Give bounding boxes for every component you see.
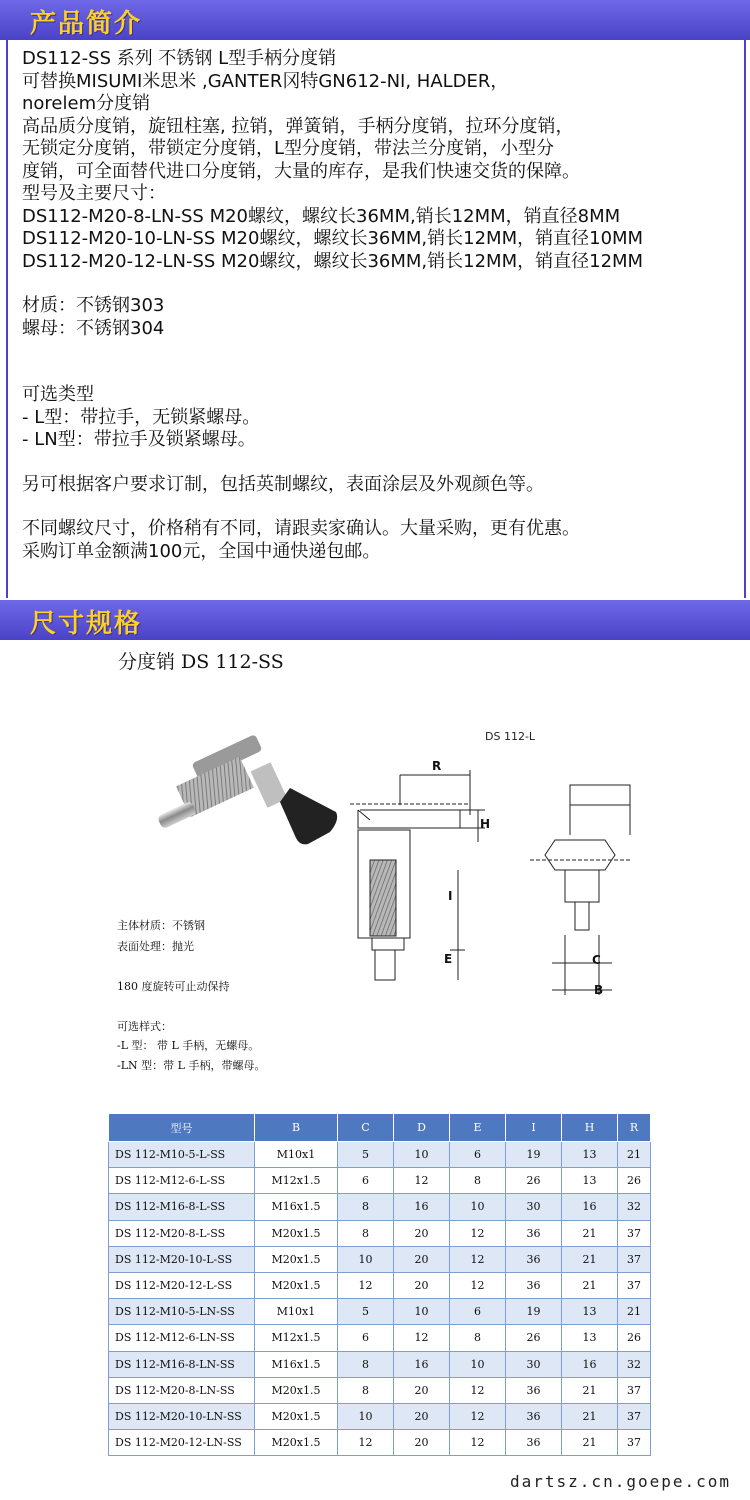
options-heading: 可选类型 — [22, 384, 94, 405]
table-cell: 20 — [394, 1403, 450, 1429]
col-header-h: H — [562, 1114, 618, 1142]
material-line: 材质：不锈钢303 — [22, 295, 165, 316]
table-cell: M16x1.5 — [255, 1351, 338, 1377]
table-cell: 20 — [394, 1377, 450, 1403]
table-cell: 20 — [394, 1272, 450, 1298]
table-cell: 30 — [506, 1351, 562, 1377]
intro-line: norelem分度销 — [22, 93, 151, 114]
table-row — [109, 1142, 651, 1168]
style-l-caption: -L 型： 带 L 手柄，无螺母。 — [117, 1039, 260, 1052]
table-cell: 10 — [450, 1351, 506, 1377]
table-cell: 12 — [338, 1430, 394, 1456]
site-footer: dartsz.cn.goepe.com — [510, 1472, 732, 1491]
col-header-d: D — [394, 1114, 450, 1142]
table-cell: 10 — [338, 1246, 394, 1272]
table-cell: 8 — [338, 1377, 394, 1403]
table-cell: DS 112-M12-6-LN-SS — [109, 1325, 255, 1351]
table-cell: 32 — [618, 1351, 651, 1377]
table-cell: 5 — [338, 1299, 394, 1325]
table-cell: M20x1.5 — [255, 1246, 338, 1272]
col-header-r: R — [618, 1114, 651, 1142]
section-title-specs: 尺寸规格 — [30, 609, 143, 639]
table-cell: 12 — [394, 1168, 450, 1194]
table-cell: 12 — [450, 1430, 506, 1456]
table-cell: 21 — [562, 1430, 618, 1456]
table-row — [109, 1351, 651, 1377]
intro-text — [22, 48, 737, 563]
table-cell: 36 — [506, 1377, 562, 1403]
table-cell: 12 — [450, 1272, 506, 1298]
table-cell: 13 — [562, 1142, 618, 1168]
table-cell: 16 — [562, 1351, 618, 1377]
table-cell: 20 — [394, 1220, 450, 1246]
dim-label-e: E — [444, 952, 453, 966]
table-cell: DS 112-M10-5-L-SS — [109, 1142, 255, 1168]
table-cell: 10 — [394, 1299, 450, 1325]
table-cell: 21 — [562, 1403, 618, 1429]
intro-line: 高品质分度销，旋钮柱塞, 拉销，弹簧销，手柄分度销，拉环分度销， — [22, 115, 574, 137]
table-cell: 16 — [394, 1194, 450, 1220]
col-header-i: I — [506, 1114, 562, 1142]
table-cell: M20x1.5 — [255, 1377, 338, 1403]
table-cell: 26 — [506, 1325, 562, 1351]
table-cell: 6 — [338, 1325, 394, 1351]
table-cell: 19 — [506, 1299, 562, 1325]
table-cell: 36 — [506, 1403, 562, 1429]
table-row — [109, 1403, 651, 1429]
table-cell: DS 112-M20-8-L-SS — [109, 1220, 255, 1246]
dims-line: DS112-M20-10-LN-SS M20螺纹，螺纹长36MM,销长12MM，销直径10MM — [22, 228, 644, 249]
table-cell: 37 — [618, 1430, 651, 1456]
table-cell: 37 — [618, 1272, 651, 1298]
table-cell: DS 112-M20-12-L-SS — [109, 1272, 255, 1298]
option-ln: - LN型：带拉手及锁紧螺母。 — [22, 429, 256, 450]
intro-line: 可替换MISUMI米思米 ,GANTER冈特GN612-NI, HALDER， — [22, 70, 509, 92]
table-cell: 36 — [506, 1272, 562, 1298]
table-cell: DS 112-M12-6-L-SS — [109, 1168, 255, 1194]
table-cell: 12 — [450, 1220, 506, 1246]
table-cell: 5 — [338, 1142, 394, 1168]
table-cell: 37 — [618, 1377, 651, 1403]
table-cell: 8 — [450, 1168, 506, 1194]
material-caption: 主体材质：不锈钢 — [117, 919, 205, 932]
table-cell: 8 — [338, 1220, 394, 1246]
surface-caption: 表面处理：抛光 — [117, 940, 194, 953]
table-cell: M20x1.5 — [255, 1403, 338, 1429]
dims-heading: 型号及主要尺寸： — [22, 183, 166, 204]
table-cell: M20x1.5 — [255, 1220, 338, 1246]
table-cell: 10 — [338, 1403, 394, 1429]
table-cell: 12 — [450, 1246, 506, 1272]
table-row — [109, 1377, 651, 1403]
table-cell: 26 — [618, 1325, 651, 1351]
table-cell: DS 112-M20-8-LN-SS — [109, 1377, 255, 1403]
table-cell: 32 — [618, 1194, 651, 1220]
table-cell: M10x1 — [255, 1142, 338, 1168]
front-view-drawing — [530, 785, 630, 995]
section-banner-intro — [0, 0, 750, 40]
dim-label-c: C — [592, 953, 601, 967]
table-cell: 12 — [450, 1403, 506, 1429]
intro-line: DS112-SS 系列 不锈钢 L型手柄分度销 — [22, 48, 337, 69]
table-cell: 21 — [618, 1142, 651, 1168]
table-cell: 37 — [618, 1246, 651, 1272]
nut-line: 螺母：不锈钢304 — [22, 317, 165, 339]
table-cell: 21 — [562, 1377, 618, 1403]
table-cell: M10x1 — [255, 1299, 338, 1325]
intro-line: 无锁定分度销，带锁定分度销，L型分度销，带法兰分度销，小型分 — [22, 138, 555, 159]
section-title-intro: 产品简介 — [30, 9, 143, 39]
table-cell: 13 — [562, 1168, 618, 1194]
dim-label-h: H — [480, 817, 491, 831]
table-cell: M16x1.5 — [255, 1194, 338, 1220]
option-l: - L型：带拉手，无锁紧螺母。 — [22, 406, 261, 428]
table-cell: 13 — [562, 1325, 618, 1351]
col-header-c: C — [338, 1114, 394, 1142]
spec-table — [108, 1113, 651, 1456]
table-cell: 26 — [618, 1168, 651, 1194]
drawing-title: 分度销 DS 112-SS — [118, 651, 284, 673]
table-cell: 37 — [618, 1403, 651, 1429]
table-cell: 12 — [394, 1325, 450, 1351]
product-photo — [157, 734, 337, 844]
table-cell: 12 — [450, 1377, 506, 1403]
dim-label-r: R — [432, 759, 442, 773]
table-cell: 21 — [562, 1246, 618, 1272]
table-cell: 20 — [394, 1246, 450, 1272]
table-row — [109, 1168, 651, 1194]
table-cell: 30 — [506, 1194, 562, 1220]
price-line: 不同螺纹尺寸，价格稍有不同，请跟卖家确认。大量采购，更有优惠。 — [22, 518, 580, 539]
table-cell: DS 112-M10-5-LN-SS — [109, 1299, 255, 1325]
table-cell: M12x1.5 — [255, 1325, 338, 1351]
table-cell: 36 — [506, 1246, 562, 1272]
table-cell: DS 112-M16-8-LN-SS — [109, 1351, 255, 1377]
table-row — [109, 1325, 651, 1351]
dims-line: DS112-M20-12-LN-SS M20螺纹，螺纹长36MM,销长12MM，销直径12MM — [22, 250, 644, 272]
table-cell: 8 — [338, 1194, 394, 1220]
table-cell: 36 — [506, 1220, 562, 1246]
table-cell: M12x1.5 — [255, 1168, 338, 1194]
side-view-drawing — [350, 770, 485, 980]
table-cell: 19 — [506, 1142, 562, 1168]
table-row — [109, 1430, 651, 1456]
table-cell: 6 — [450, 1142, 506, 1168]
table-cell: 36 — [506, 1430, 562, 1456]
styles-heading: 可选样式： — [117, 1020, 172, 1033]
dim-label-i: I — [448, 889, 453, 903]
table-cell: 10 — [394, 1142, 450, 1168]
table-cell: M20x1.5 — [255, 1272, 338, 1298]
col-header-model: 型号 — [109, 1114, 255, 1142]
technical-drawing — [140, 720, 680, 1020]
table-cell: 37 — [618, 1220, 651, 1246]
col-header-b: B — [255, 1114, 338, 1142]
table-header-row — [109, 1114, 651, 1142]
table-cell: 6 — [450, 1299, 506, 1325]
table-row — [109, 1299, 651, 1325]
table-cell: 21 — [562, 1220, 618, 1246]
table-cell: DS 112-M20-10-L-SS — [109, 1246, 255, 1272]
style-ln-caption: -LN 型：带 L 手柄，带螺母。 — [117, 1059, 266, 1072]
table-row — [109, 1220, 651, 1246]
table-cell: DS 112-M20-12-LN-SS — [109, 1430, 255, 1456]
table-cell: 8 — [450, 1325, 506, 1351]
table-row — [109, 1272, 651, 1298]
table-cell: DS 112-M20-10-LN-SS — [109, 1403, 255, 1429]
shipping-line: 采购订单金额满100元，全国中通快递包邮。 — [22, 540, 381, 562]
table-row — [109, 1246, 651, 1272]
table-cell: M20x1.5 — [255, 1430, 338, 1456]
table-cell: 12 — [338, 1272, 394, 1298]
dims-line: DS112-M20-8-LN-SS M20螺纹，螺纹长36MM,销长12MM，销直径8MM — [22, 205, 621, 227]
table-cell: 20 — [394, 1430, 450, 1456]
custom-line: 另可根据客户要求订制，包括英制螺纹，表面涂层及外观颜色等。 — [22, 473, 544, 495]
table-cell: 16 — [562, 1194, 618, 1220]
table-cell: 13 — [562, 1299, 618, 1325]
table-cell: 8 — [338, 1351, 394, 1377]
table-row — [109, 1194, 651, 1220]
table-cell: DS 112-M16-8-L-SS — [109, 1194, 255, 1220]
model-label: DS 112-L — [485, 730, 536, 743]
intro-line: 度销，可全面替代进口分度销，大量的库存，是我们快速交货的保障。 — [22, 160, 580, 182]
table-cell: 21 — [618, 1299, 651, 1325]
col-header-e: E — [450, 1114, 506, 1142]
rotate-caption: 180 度旋转可止动保持 — [117, 980, 230, 993]
table-cell: 21 — [562, 1272, 618, 1298]
table-cell: 10 — [450, 1194, 506, 1220]
section-banner-specs — [0, 600, 750, 640]
table-cell: 26 — [506, 1168, 562, 1194]
table-cell: 6 — [338, 1168, 394, 1194]
dim-label-b: B — [594, 983, 604, 997]
table-cell: 16 — [394, 1351, 450, 1377]
